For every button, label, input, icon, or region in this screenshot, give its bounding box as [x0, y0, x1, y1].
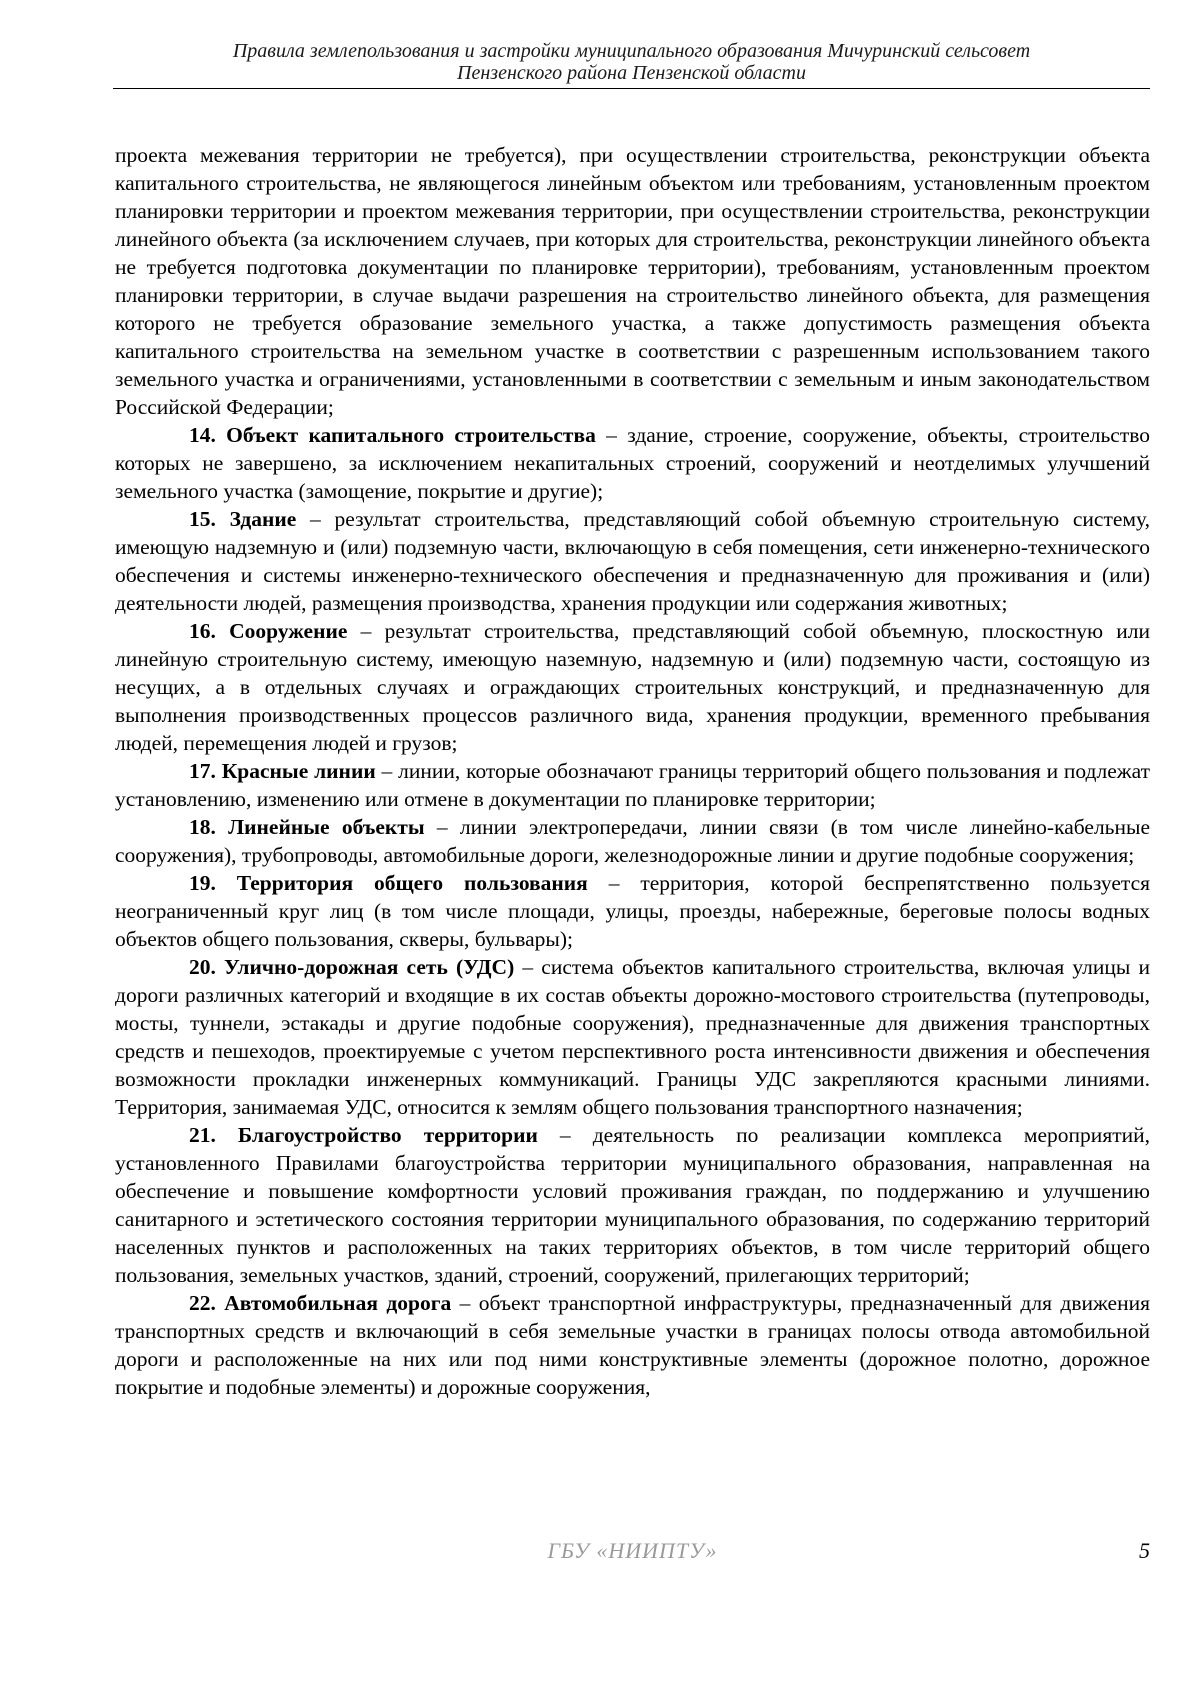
definition-item-14 — [115, 421, 1150, 505]
definition-term: 20. Улично-дорожная сеть (УДС) — [189, 955, 515, 979]
definition-term: 17. Красные линии — [189, 759, 376, 783]
definition-text: – результат строительства, представляющий собой объемную, плоскостную или линейную строительную систему, имеющую наземную, надземную и (или) подземную части, состоящую из несущих, а в отдельных случаях и ограждающих строительных конструкций, и предназначенную для выполнения производственных процессов различного вида, хранения продукции, временного пребывания людей, перемещения людей и грузов; — [115, 619, 1150, 755]
intro-paragraph: проекта межевания территории не требуется), при осуществлении строительства, реконструкции объекта капитального строительства, не являющегося линейным объектом или требованиям, установленным проектом планировки территории и проектом межевания территории, при осуществлении строительства, реконструкции линейного объекта (за исключением случаев, при которых для строительства, реконструкции линейного объекта не требуется подготовка документации по планировке территории), требованиям, установленным проектом планировки территории, в случае выдачи разрешения на строительство линейного объекта, для размещения которого не требуется образование земельного участка, а также допустимость размещения объекта капитального строительства на земельном участке в соответствии с разрешенным использованием такого земельного участка и ограничениями, установленными в соответствии с земельным и иным законодательством Российской Федерации; — [115, 143, 1150, 419]
definition-item-17 — [115, 757, 1150, 813]
header-title-line-1: Правила землепользования и застройки муниципального образования Мичуринский сельсовет — [232, 40, 1031, 62]
definition-text: – система объектов капитального строительства, включая улицы и дороги различных категорий и входящие в их состав объекты дорожно-мостового строительства (путепроводы, мосты, туннели, эстакады и другие подобные сооружения), предназначенные для движения транспортных средств и пешеходов, проектируемые с учетом перспективного роста интенсивности движения и обеспечения возможности прокладки инженерных коммуникаций. Границы УДС закрепляются красными линиями. Территория, занимаемая УДС, относится к землям общего пользования транспортного назначения; — [115, 955, 1151, 1119]
definition-item-20 — [115, 953, 1150, 1121]
definition-item-18 — [115, 813, 1150, 869]
definition-item-21 — [115, 1121, 1150, 1289]
definition-text: – линии, которые обозначают границы территорий общего пользования и подлежат установлению, изменению или отмене в документации по планировке территории; — [115, 759, 1151, 811]
definition-term: 16. Сооружение — [189, 619, 348, 643]
definition-item-15 — [115, 505, 1150, 617]
definition-term: 22. Автомобильная дорога — [189, 1291, 452, 1315]
definition-term: 18. Линейные объекты — [189, 815, 425, 839]
footer-organization: ГБУ «НИИПТУ» — [547, 1538, 718, 1563]
definition-term: 14. Объект капитального строительства — [189, 423, 596, 447]
definition-term: 19. Территория общего пользования — [189, 871, 588, 895]
header-title-line-2: Пензенского района Пензенской области — [457, 62, 806, 84]
definition-text: – деятельность по реализации комплекса мероприятий, установленного Правилами благоустройства территории муниципального образования, направленная на обеспечение и повышение комфортности условий проживания граждан, по поддержанию и улучшению санитарного и эстетического состояния территории муниципального образования, по содержанию территорий населенных пунктов и расположенных на таких территориях объектов, в том числе территорий общего пользования, земельных участков, зданий, строений, сооружений, прилегающих территорий; — [115, 1123, 1150, 1287]
page-footer — [115, 1538, 1150, 1568]
definition-term: 21. Благоустройство территории — [189, 1123, 538, 1147]
definition-text: – линии электропередачи, линии связи (в том числе линейно-кабельные сооружения), трубопроводы, автомобильные дороги, железнодорожные линии и другие подобные сооружения; — [115, 815, 1150, 867]
definition-item-16 — [115, 617, 1150, 757]
page-header — [113, 40, 1150, 84]
definition-term: 15. Здание — [189, 507, 297, 531]
page-number: 5 — [1139, 1538, 1150, 1563]
definition-text: – территория, которой беспрепятственно пользуется неограниченный круг лиц (в том числе площади, улицы, проезды, набережные, береговые полосы водных объектов общего пользования, скверы, бульвары); — [115, 871, 1151, 951]
definition-item-22 — [115, 1289, 1150, 1401]
definition-item-19 — [115, 869, 1150, 953]
definition-text: – объект транспортной инфраструктуры, предназначенный для движения транспортных средств и включающий в себя земельные участки в границах полосы отвода автомобильной дороги и расположенные на них или под ними конструктивные элементы (дорожное полотно, дорожное покрытие и подобные элементы) и дорожные сооружения, — [115, 1291, 1150, 1399]
definition-text: – результат строительства, представляющий собой объемную строительную систему, имеющую надземную и (или) подземную части, включающую в себя помещения, сети инженерно-технического обеспечения и системы инженерно-технического обеспечения и предназначенную для проживания и (или) деятельности людей, размещения производства, хранения продукции или содержания животных; — [115, 507, 1150, 615]
document-body — [115, 141, 1150, 1401]
definition-text: – здание, строение, сооружение, объекты, строительство которых не завершено, за исключением некапитальных строений, сооружений и неотделимых улучшений земельного участка (замощение, покрытие и другие); — [115, 423, 1150, 503]
header-divider — [113, 88, 1150, 89]
